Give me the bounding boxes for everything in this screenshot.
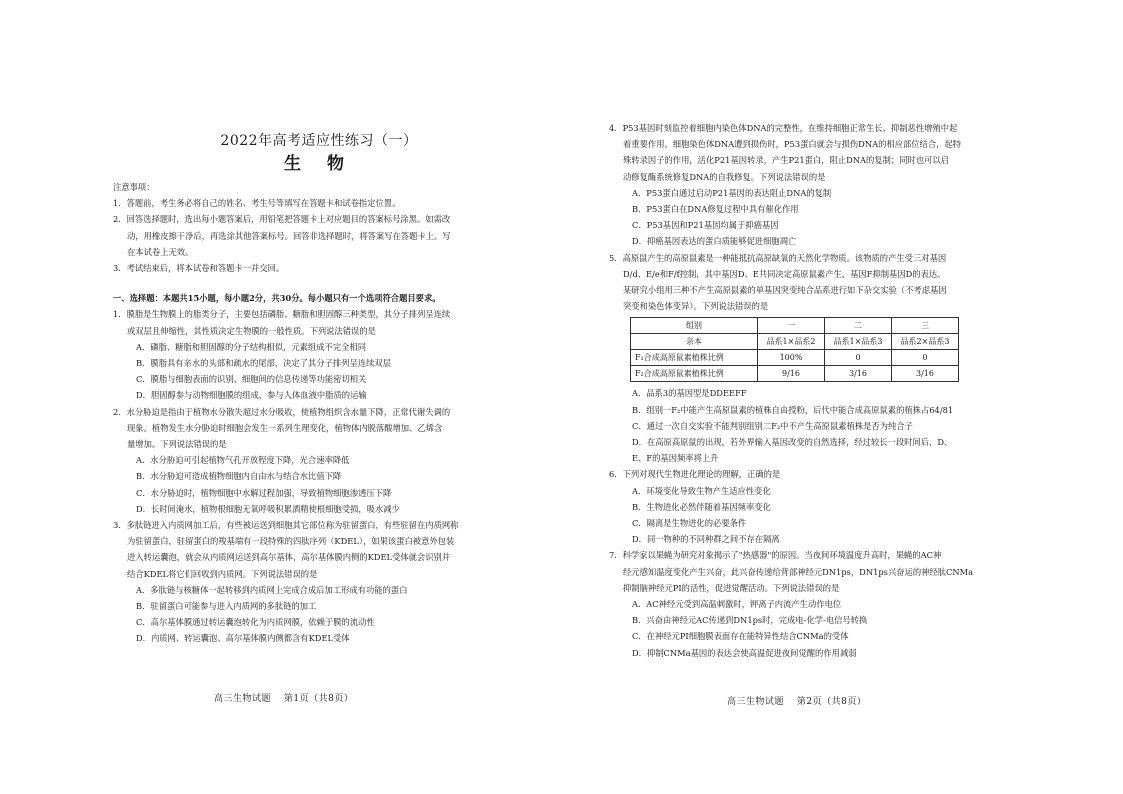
table-cell: F₁合成高原鼠素植株比例 xyxy=(631,350,758,366)
question-stem: 量增加。下列说法错误的是 xyxy=(127,439,227,450)
table-cell: 亲本 xyxy=(631,334,758,350)
table-cell: 3/16 xyxy=(892,366,959,382)
question-1 xyxy=(113,306,525,403)
option-a: A．P53蛋白通过启动P21基因的表达阻止DNA的复制 xyxy=(632,187,832,198)
option-d: D．在高原高原鼠的出现，若外界输入基因改变的自然选择，经过较长一段时间后，D、 xyxy=(632,437,953,448)
option-a: A．环境变化导致生物产生适应性变化 xyxy=(632,485,771,496)
question-6 xyxy=(609,466,1043,547)
option-b: B．兴奋由神经元AC传递到DN1ps时，完成电-化学-电信号转换 xyxy=(632,615,868,626)
option-b: B．膜脂具有亲水的头部和疏水的尾部，决定了其分子排列呈连续双层 xyxy=(136,358,392,369)
table-cell: 3/16 xyxy=(825,366,892,382)
question-stem: 现象。植物发生水分胁迫时细胞会发生一系列生理变化，植物体内脱落酸增加、乙烯含 xyxy=(127,422,443,433)
option-c: C．通过一次自交实验不能判别组别二F₂中不产生高原鼠素植株是否为纯合子 xyxy=(632,420,913,431)
table-header-cell: 一 xyxy=(758,318,825,334)
question-stem: 6．下列对现代生物进化理论的理解，正确的是 xyxy=(609,469,781,480)
option-c: C．P53基因和P21基因均属于抑癌基因 xyxy=(632,220,779,231)
note-line: 动，用橡皮擦干净后，再选涂其他答案标号。回答非选择题时，将答案写在答题卡上。写 xyxy=(127,230,451,241)
option-d-continued: E、F的基因频率将上升 xyxy=(632,453,719,464)
question-stem: 为驻留蛋白，驻留蛋白的羧基端有一段特殊的四肽序列（KDEL），如果该蛋白被意外包装 xyxy=(127,536,455,547)
question-5 xyxy=(609,250,1043,467)
cross-results-table xyxy=(630,317,959,382)
table-header-row xyxy=(631,318,959,334)
table-header-cell: 组别 xyxy=(631,318,758,334)
question-stem: 5．高原鼠产生的高原鼠素是一种能抵抗高原缺氧的天然化学物质。该物质的产生受三对基因 xyxy=(609,252,947,263)
option-b: B．组别一F₂中能产生高原鼠素的植株自由授粉，后代中能合成高原鼠素的植株占64/81 xyxy=(632,404,954,415)
subject-title: 生 物 xyxy=(284,154,354,174)
option-d: D．抑制CNMa基因的表达会使高温促进夜间觉醒的作用减弱 xyxy=(632,647,857,658)
question-stem: 经元感知温度变化产生兴奋，此兴奋传递给背部神经元DN1ps，DN1ps兴奋运的神经肽CNMa xyxy=(623,566,974,577)
table-cell: 品系1×品系3 xyxy=(825,334,892,350)
table-cell: 0 xyxy=(892,350,959,366)
table-cell: 100% xyxy=(758,350,825,366)
option-a: A．品系3的基因型是DDEEFF xyxy=(632,388,747,399)
question-stem: 3．多肽链进入内质网加工后，有些被运送到细胞其它部位称为驻留蛋白，有些驻留在内质网称 xyxy=(113,520,459,531)
option-b: B．生物进化必然伴随着基因频率变化 xyxy=(632,501,771,512)
question-stem: 1．膜脂是生物膜上的脂类分子，主要包括磷脂、糖脂和胆固醇三种类型，其分子排列呈连续 xyxy=(113,309,451,320)
question-stem: 动修复酶系统修复DNA的自我修复。下列说法错误的是 xyxy=(623,171,826,182)
option-d: D．同一物种的不同种群之间不存在隔离 xyxy=(632,534,780,545)
option-a: A．水分胁迫可引起植物气孔开放程度下降，光合速率降低 xyxy=(136,455,350,466)
option-b: B．驻留蛋白可能参与进入内质网的多肽链的加工 xyxy=(136,601,317,612)
option-c: C．在神经元PI细胞膜表面存在能特异性结合CNMa的受体 xyxy=(632,631,849,642)
question-stem: 殊转录因子的作用，活化P21基因转录，产生P21蛋白，阻止DNA的复制；同时也可以启 xyxy=(623,155,949,166)
option-a: A．多肽链与核糖体一起转移到内质网上完成合成后加工形成有功能的蛋白 xyxy=(136,584,408,595)
question-stem: D/d、E/e和F/f控制，其中基因D、E共同决定高原鼠素产生，基因F抑制基因D的表达。 xyxy=(623,268,946,279)
table-row xyxy=(631,350,959,366)
question-stem: 着重要作用。细胞染色体DNA遭到损伤时，P53蛋白就会与损伤DNA的相应部位结合，起特 xyxy=(623,139,962,150)
page-1 xyxy=(113,118,525,647)
table-cell: 0 xyxy=(825,350,892,366)
question-stem: 进入转运囊泡，就会从内质网运送到高尔基体，高尔基体膜内侧的KDEL受体就会识别并 xyxy=(127,552,451,563)
question-2 xyxy=(113,404,525,517)
question-7 xyxy=(609,547,1043,660)
note-line: 3．考试结束后，将本试卷和答题卡一并交回。 xyxy=(113,263,285,274)
exam-title: 2022年高考适应性练习（一） xyxy=(220,133,418,149)
question-stem: 2．水分胁迫是指由于植物水分散失超过水分吸收，使植物组织含水量下降，正常代谢失调的 xyxy=(113,406,451,417)
table-cell: 品系1×品系2 xyxy=(758,334,825,350)
question-3 xyxy=(113,517,525,647)
page-footer: 高三生物试题 第2页（共8页） xyxy=(727,697,867,707)
table-cell: 品系2×品系3 xyxy=(892,334,959,350)
note-line: 在本试卷上无效。 xyxy=(127,246,194,257)
option-a: A．磷脂、糖脂和胆固醇的分子结构相似，元素组成不完全相同 xyxy=(136,341,367,352)
note-line: 1．答题前，考生务必将自己的姓名、考生号等填写在答题卡和试卷指定位置。 xyxy=(113,198,401,209)
option-c: C．水分胁迫时，植物细胞中水解过程加强，导致植物细胞渗透压下降 xyxy=(136,487,392,498)
question-4 xyxy=(609,120,1043,250)
option-a: A．AC神经元受到高温刺激时，钾离子内流产生动作电位 xyxy=(632,599,842,610)
option-d: D．长时间淹水，植物根细胞无氧呼吸积累酒精使根细胞受损，吸水减少 xyxy=(136,503,400,514)
page-2 xyxy=(609,120,1043,661)
table-cell: F₂合成高原鼠素植株比例 xyxy=(631,366,758,382)
option-c: C．膜脂与细胞表面的识别、细胞间的信息传递等功能密切相关 xyxy=(136,374,367,385)
table-cell: 9/16 xyxy=(758,366,825,382)
option-c: C．高尔基体膜通过转运囊泡转化为内质网膜，依赖于膜的流动性 xyxy=(136,617,375,628)
table-header-cell: 二 xyxy=(825,318,892,334)
option-b: B．水分胁迫可造成植物细胞内自由水与结合水比值下降 xyxy=(136,471,342,482)
page-footer: 高三生物试题 第1页（共8页） xyxy=(214,694,354,704)
notes-heading: 注意事项： xyxy=(113,182,155,192)
question-stem: 结合KDEL将它们回收到内质网。下列说法错误的是 xyxy=(127,568,318,579)
option-d: D．内质网、转运囊泡、高尔基体膜内侧都含有KDEL受体 xyxy=(136,633,350,644)
note-line: 2．回答选择题时，选出每小题答案后，用铅笔把答题卡上对应题目的答案标号涂黑。如需改 xyxy=(113,214,451,225)
option-d: D．抑癌基因表达的蛋白质能够促进细胞凋亡 xyxy=(632,236,797,247)
table-header-cell: 三 xyxy=(892,318,959,334)
table-row xyxy=(631,366,959,382)
option-c: C．隔离是生物进化的必要条件 xyxy=(632,518,747,529)
question-stem: 某研究小组用三种不产生高原鼠素的单基因突变纯合品系进行如下杂交实验（不考虑基因 xyxy=(623,285,947,296)
table-row xyxy=(631,334,959,350)
question-stem: 突变和染色体变异）。下列说法错误的是 xyxy=(623,301,769,312)
question-stem: 4．P53基因时刻监控着细胞内染色体DNA的完整性，在维持细胞正常生长、抑制恶性增殖中起 xyxy=(609,123,958,133)
option-d: D．胆固醇参与动物细胞膜的组成，参与人体血液中脂质的运输 xyxy=(136,390,367,401)
section-heading: 一、选择题：本题共15小题，每小题2分，共30分。每小题只有一个选项符合题目要求。 xyxy=(113,293,441,304)
option-b: B．P53蛋白在DNA修复过程中具有催化作用 xyxy=(632,204,799,215)
question-stem: 或双层且伸缩性，其性质决定生物膜的一般性质。下列说法错误的是 xyxy=(127,325,376,336)
question-stem: 7．科学家以果蝇为研究对象揭示了"热感器"的原因。当夜间环境温度升高时，果蝇的AC神 xyxy=(609,550,942,561)
question-stem: 抑制脑神经元PI的活性，促进觉醒活动。下列说法错误的是 xyxy=(623,582,840,593)
